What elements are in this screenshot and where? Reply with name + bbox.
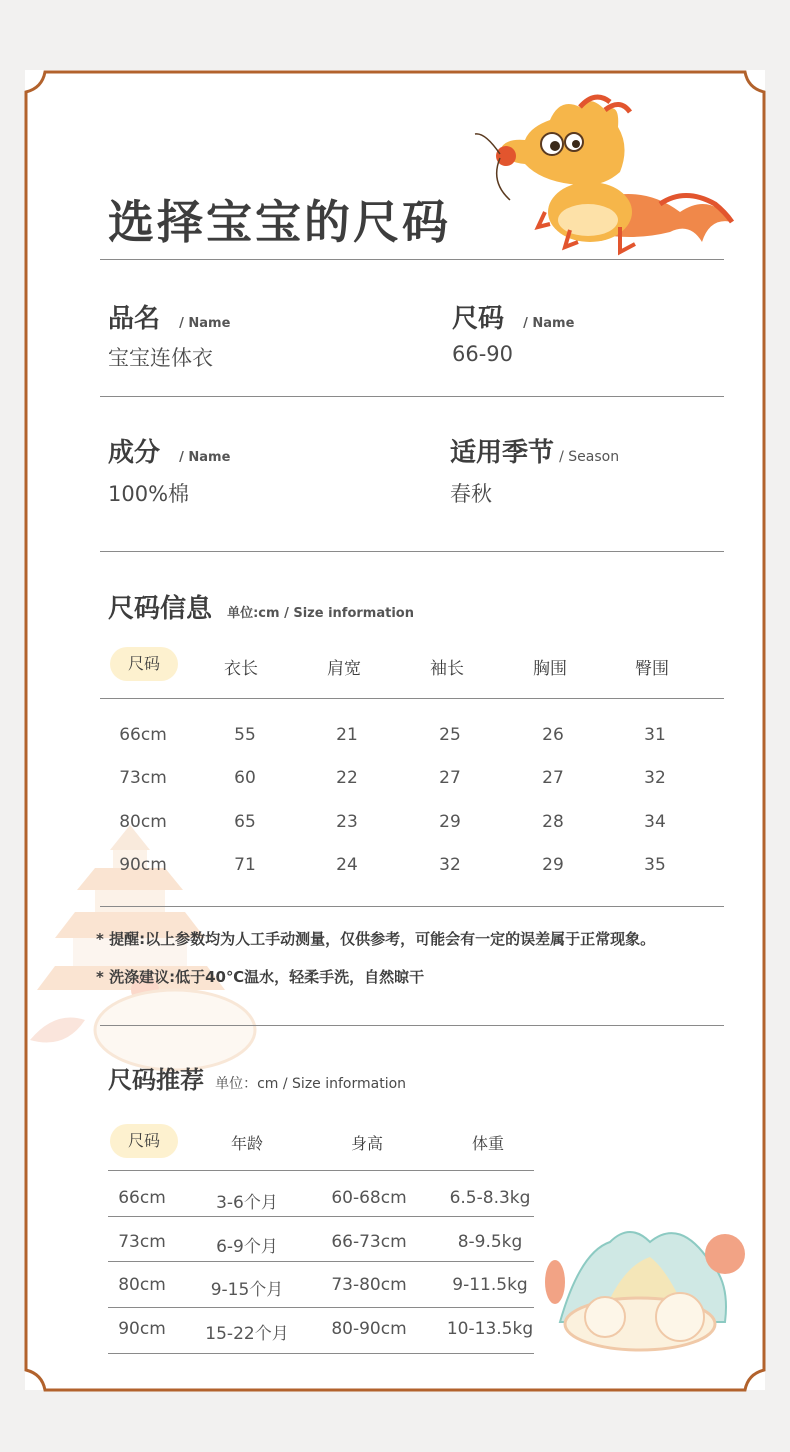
cell: 31 <box>644 725 666 745</box>
divider <box>100 698 724 699</box>
material-value: 100%棉 <box>108 482 190 506</box>
cell: 15-22个月 <box>205 1324 289 1344</box>
cell: 6-9个月 <box>216 1237 278 1257</box>
divider <box>100 906 724 907</box>
material-label: 成分 <box>108 438 161 468</box>
material-sub: / Name <box>179 450 231 465</box>
recommend-size-pill: 尺码 <box>110 1124 178 1158</box>
cell: 80cm <box>119 812 167 832</box>
cell: 29 <box>542 855 564 875</box>
dragon-illustration <box>470 92 740 267</box>
season-value: 春秋 <box>450 482 492 506</box>
cell: 3-6个月 <box>216 1193 278 1213</box>
size-label: 尺码 <box>452 304 505 334</box>
cell: 10-13.5kg <box>446 1319 534 1339</box>
size-info-heading-group <box>108 588 414 625</box>
cell: 35 <box>644 855 666 875</box>
header-age: 年龄 <box>230 1134 263 1153</box>
product-name-label: 品名 <box>108 304 161 334</box>
cell: 73cm <box>119 768 167 788</box>
cell: 27 <box>439 768 461 788</box>
size-label-group <box>452 298 574 335</box>
recommend-unit: 单位：cm / Size information <box>215 1076 407 1092</box>
cell: 73-80cm <box>331 1275 407 1295</box>
cell: 9-15个月 <box>210 1280 284 1300</box>
cell: 27 <box>542 768 564 788</box>
cell: 66cm <box>118 1188 166 1208</box>
header-length: 衣长 <box>224 659 258 679</box>
cell: 8-9.5kg <box>457 1232 523 1252</box>
cell: 65 <box>234 812 256 832</box>
header-shoulder: 肩宽 <box>327 659 361 679</box>
recommend-heading-group <box>108 1060 406 1095</box>
cell: 29 <box>439 812 461 832</box>
season-label: 适用季节 <box>450 438 555 468</box>
divider <box>108 1170 534 1171</box>
cell: 22 <box>336 768 358 788</box>
wash-note: * 洗涤建议:低于40℃温水，轻柔手洗，自然晾干 <box>96 968 425 986</box>
header-height: 身高 <box>350 1134 383 1153</box>
cell: 21 <box>336 725 358 745</box>
size-sub: / Name <box>523 316 575 331</box>
divider <box>100 1025 724 1026</box>
season-sub: / Season <box>559 449 620 465</box>
cell: 73cm <box>118 1232 166 1252</box>
cell: 66-73cm <box>331 1232 407 1252</box>
product-name-value: 宝宝连体衣 <box>108 346 213 370</box>
measurement-note: * 提醒:以上参数均为人工手动测量，仅供参考，可能会有一定的误差属于正常现象。 <box>96 930 656 948</box>
divider <box>108 1353 534 1354</box>
size-column-pill: 尺码 <box>110 647 178 681</box>
divider <box>108 1216 534 1217</box>
cell: 80cm <box>118 1275 166 1295</box>
cell: 66cm <box>119 725 167 745</box>
cell: 60-68cm <box>331 1188 407 1208</box>
cell: 34 <box>644 812 666 832</box>
cell: 6.5-8.3kg <box>449 1188 531 1208</box>
cell: 23 <box>336 812 358 832</box>
material-label-group <box>108 432 230 469</box>
header-sleeve: 袖长 <box>430 659 464 679</box>
cell: 71 <box>234 855 256 875</box>
mountain-cloud-illustration <box>540 1212 750 1352</box>
cell: 90cm <box>119 855 167 875</box>
header-weight: 体重 <box>471 1134 504 1153</box>
cell: 55 <box>234 725 256 745</box>
cell: 28 <box>542 812 564 832</box>
page-title: 选择宝宝的尺码 <box>108 195 451 249</box>
header-hip: 臀围 <box>635 659 669 679</box>
divider <box>100 259 724 260</box>
cell: 32 <box>439 855 461 875</box>
cell: 60 <box>234 768 256 788</box>
cell: 9-11.5kg <box>452 1275 528 1295</box>
size-value: 66-90 <box>452 342 514 366</box>
recommend-heading: 尺码推荐 <box>108 1066 204 1094</box>
header-chest: 胸围 <box>533 659 567 679</box>
cell: 32 <box>644 768 666 788</box>
product-name-label-group <box>108 298 230 335</box>
divider <box>100 551 724 552</box>
divider <box>100 396 724 397</box>
product-name-sub: / Name <box>179 316 231 331</box>
divider <box>108 1307 534 1308</box>
cell: 25 <box>439 725 461 745</box>
divider <box>108 1261 534 1262</box>
cell: 80-90cm <box>331 1319 407 1339</box>
cell: 26 <box>542 725 564 745</box>
cell: 24 <box>336 855 358 875</box>
size-info-unit: 单位:cm / Size information <box>227 606 414 621</box>
season-label-group <box>450 432 619 469</box>
cell: 90cm <box>118 1319 166 1339</box>
size-info-heading: 尺码信息 <box>108 594 213 624</box>
